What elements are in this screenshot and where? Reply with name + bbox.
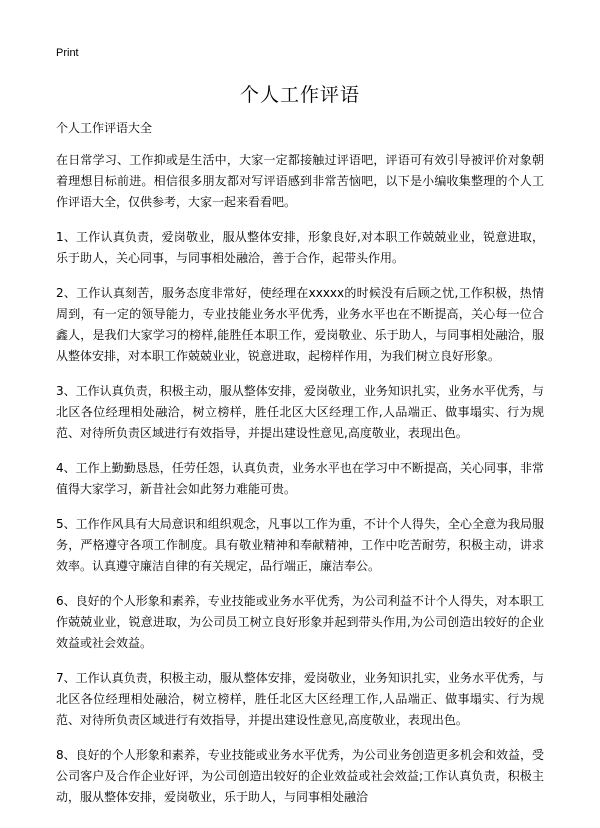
list-item: 1、工作认真负责，爱岗敬业，服从整体安排，形象良好,对本职工作兢兢业业，锐意进取，乐于助人，关心同事，与同事相处融洽，善于合作，起带头作用。 <box>56 230 544 265</box>
list-item: 4、工作上勤勤恳恳，任劳任怨，认真负责，业务水平也在学习中不断提高，关心同事，非常值得大家学习，新昔社会如此努力难能可贵。 <box>56 461 544 496</box>
document-subtitle: 个人工作评语大全 <box>56 121 153 135</box>
intro-paragraph: 在日常学习、工作抑或是生活中，大家一定都接触过评语吧，评语可有效引导被评价对象朝着理想目标前进。相信很多朋友都对写评语感到非常苦恼吧，以下是小编收集整理的个人工作评语大全，仅供参考，大家一起来看看吧。 <box>56 153 544 209</box>
list-item: 6、良好的个人形象和素养，专业技能或业务水平优秀，为公司利益不计个人得失，对本职工作兢兢业业，锐意进取，为公司员工树立良好形象并起到带头作用,为公司创造出较好的企业效益或社会效益。 <box>56 594 544 650</box>
list-item: 2、工作认真刻苦，服务态度非常好，使经理在xxxxx的时候没有后顾之忧,工作积极，热情周到，有一定的领导能力，专业技能业务水平优秀，业务水平也在不断提高，关心每一位合鑫人，是我们大家学习的榜样,能胜任本职工作，爱岗敬业、乐于助人，与同事相处融洽，服从整体安排，对本职工作兢兢业业，锐意进取，起榜样作用，为我们树立良好形象。 <box>56 286 544 363</box>
list-item: 8、良好的个人形象和素养，专业技能或业务水平优秀，为公司业务创造更多机会和效益，受公司客户及合作企业好评，为公司创造出较好的企业效益或社会效益;工作认真负责，积极主动，服从整体安排，爱岗敬业，乐于助人，与同事相处融洽 <box>56 748 544 804</box>
document-body <box>56 118 544 822</box>
list-item: 7、工作认真负责，积极主动，服从整体安排，爱岗敬业，业务知识扎实，业务水平优秀，与北区各位经理相处融洽，树立榜样，胜任北区大区经理工作,人品端正、做事塌实、行为规范、对待所负责区域进行有效指导，并提出建设性意见,高度敬业，表现出色。 <box>56 671 544 727</box>
list-item: 5、工作作风具有大局意识和组织观念，凡事以工作为重，不计个人得失，全心全意为我局服务，严格遵守各项工作制度。具有敬业精神和奉献精神，工作中吃苦耐劳，积极主动，讲求效率。认真遵守廉洁自律的有关规定，品行端正，廉洁奉公。 <box>56 517 544 573</box>
print-link[interactable]: Print <box>56 47 79 59</box>
list-item: 3、工作认真负责，积极主动，服从整体安排，爱岗敬业，业务知识扎实，业务水平优秀，与北区各位经理相处融洽，树立榜样，胜任北区大区经理工作,人品端正、做事塌实、行为规范、对待所负责区域进行有效指导，并提出建设性意见,高度敬业，表现出色。 <box>56 384 544 440</box>
page-title: 个人工作评语 <box>239 84 360 106</box>
